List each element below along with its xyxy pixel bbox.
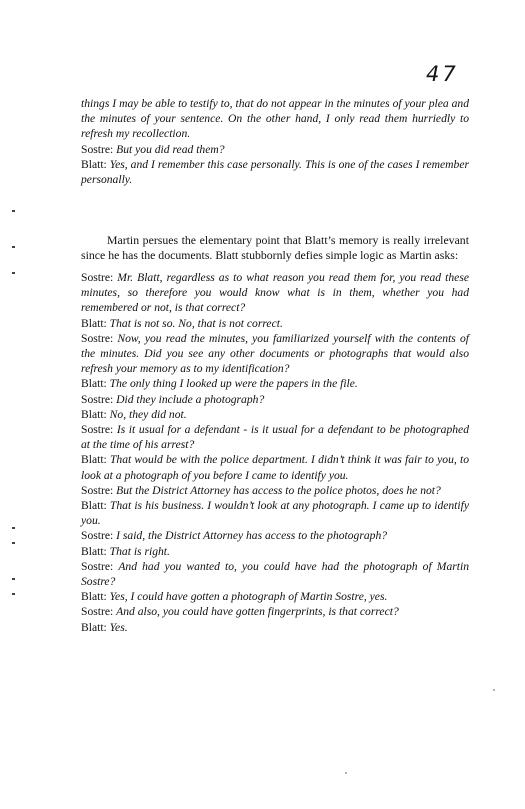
stray-dot (345, 772, 347, 774)
speech-text: things I may be able to testify to, that do not appear in the minutes of your plea and the minutes of your sentence. On the other hand, I only read them hurriedly to refresh my recollection. (81, 97, 469, 141)
speech-text: That is not so. No, that is not correct. (109, 316, 283, 330)
testimony-line (81, 96, 469, 142)
speech-text: That is his business. I wouldn’t look at any photograph. I came up to identify you. (81, 499, 469, 528)
speaker-label: Blatt: (81, 377, 107, 391)
speaker-label: Sostre: (81, 559, 114, 573)
margin-mark (12, 542, 15, 544)
top-testimony-block (81, 96, 469, 187)
narrative-block (81, 233, 469, 264)
speaker-label: Sostre: (81, 483, 114, 497)
testimony-line (81, 483, 469, 498)
margin-mark (12, 578, 15, 580)
speaker-label: Sostre: (81, 423, 114, 437)
speech-text: Yes, I could have gotten a photograph of Martin Sostre, yes. (109, 590, 388, 604)
speech-text: But the District Attorney has access to the police photos, does he not? (116, 483, 441, 497)
testimony-line (81, 376, 469, 391)
speaker-label: Blatt: (81, 590, 107, 604)
page-number: 47 (426, 62, 459, 86)
speech-text: Yes. (109, 620, 128, 634)
speech-text: But you did read them? (116, 142, 225, 156)
testimony-line (81, 620, 469, 635)
testimony-line (81, 604, 469, 619)
speaker-label: Blatt: (81, 407, 107, 421)
testimony-line (81, 528, 469, 543)
speech-text: And also, you could have gotten fingerprints, is that correct? (116, 605, 399, 619)
speech-text: I said, the District Attorney has access to the photograph? (116, 529, 388, 543)
margin-mark (12, 527, 15, 529)
speech-text: That is right. (109, 544, 170, 558)
margin-mark (12, 210, 15, 212)
speaker-label: Blatt: (81, 453, 107, 467)
speaker-label: Blatt: (81, 499, 107, 513)
speaker-label: Sostre: (81, 142, 114, 156)
testimony-line (81, 422, 469, 452)
testimony-line (81, 589, 469, 604)
testimony-line (81, 142, 469, 157)
dialogue-block (81, 270, 469, 635)
testimony-line (81, 407, 469, 422)
speech-text: And had you wanted to, you could have had the photograph of Martin Sostre? (81, 559, 469, 589)
testimony-line (81, 392, 469, 407)
testimony-line (81, 331, 469, 377)
speech-text: The only thing I looked up were the papers in the file. (109, 377, 358, 391)
margin-mark (12, 593, 15, 595)
testimony-line (81, 452, 469, 482)
speaker-label: Blatt: (81, 316, 107, 330)
stray-dot (493, 689, 495, 691)
testimony-line (81, 157, 469, 187)
speech-text: Mr. Blatt, regardless as to what reason you read them for, you read these minutes, so therefore you would know what is in them, whether you had remembered or not, is that correct? (81, 271, 469, 315)
speech-text: Now, you read the minutes, you familiarized yourself with the contents of the minutes. Did you see any other documents or photographs that would also refresh your memory as to my identification? (81, 331, 469, 376)
testimony-line (81, 316, 469, 331)
speaker-label: Sostre: (81, 271, 114, 284)
speaker-label: Blatt: (81, 620, 107, 634)
speaker-label: Sostre: (81, 529, 114, 543)
speech-text: That would be with the police department. I didn’t think it was fair to you, to look at a photograph of you before I came to identify you. (81, 453, 469, 482)
speaker-label: Sostre: (81, 331, 114, 345)
speaker-label: Blatt: (81, 157, 107, 171)
margin-mark (12, 272, 15, 274)
testimony-line (81, 498, 469, 528)
speaker-label: Blatt: (81, 544, 107, 558)
testimony-line (81, 544, 469, 559)
margin-mark (12, 246, 15, 248)
narrative-paragraph: Martin persues the elementary point that Blatt’s memory is really irrelevant since he has the documents. Blatt stubbornly defies simple logic as Martin asks: (81, 233, 469, 263)
speaker-label: Sostre: (81, 392, 114, 406)
speech-text: Is it usual for a defendant - is it usual for a defendant to be photographed at the time of his arrest? (81, 423, 469, 452)
speech-text: Did they include a photograph? (116, 392, 265, 406)
testimony-line (81, 270, 469, 316)
speech-text: No, they did not. (109, 407, 187, 421)
testimony-line (81, 559, 469, 589)
speaker-label: Sostre: (81, 605, 114, 619)
speech-text: Yes, and I remember this case personally. This is one of the cases I remember personally. (81, 157, 469, 187)
